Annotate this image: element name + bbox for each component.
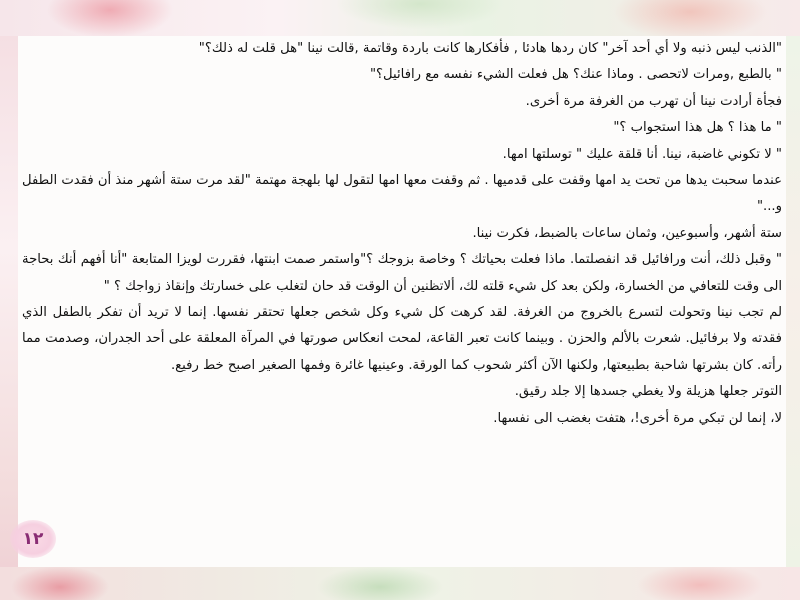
body-text [22, 36, 782, 567]
paragraph: التوتر جعلها هزيلة ولا يغطي جسدها إلا جلد رقيق. [514, 384, 782, 400]
paragraph: " وقبل ذلك، أنت ورافائيل قد انفصلتما. ماذا فعلت بحياتك ؟ وخاصة بزوجك ؟"واستمر صمت ابنتها، فقررت لويزا المتابعة "أنا أفهم أنك بحاجة الى وقت للتعافي من الخسارة، ولكن بعد كل شيء قلته لك، ألاتظنين أن الوقت قد حان لتغلب على خسارتك وإنقاذ زواجك ؟ " [22, 252, 782, 294]
paragraph: لا، إنما لن تبكي مرة أخرى!، هتفت بغضب الى نفسها. [493, 410, 782, 426]
paragraph: " بالطبع ,ومرات لاتحصى . وماذا عنك؟ هل فعلت الشيء نفسه مع رافائيل؟" [369, 67, 782, 83]
paragraph: " لا تكوني غاضبة، نينا. أنا قلقة عليك " توسلتها امها. [502, 146, 782, 162]
floral-border-right [786, 36, 800, 567]
floral-border-bottom [0, 567, 800, 600]
paragraph: لم تجب نينا وتحولت لتسرع بالخروج من الغرفة. لقد كرهت كل شيء وكل شخص جعلها تحتقر نفسها. إنما لا تريد أن تفكر بالطفل الذي فقدته ولا برفائيل. شعرت بالألم والحزن . وبينما كانت تعبر القاعة، لمحت انعكاس صورتها في المرآة المعلقة على أحد الجدران، وصدمت مما رأته. كان بشرتها شاحبة بطبيعتها, ولكنها الآن أكثر شحوب كما الورقة. وعينيها غائرة وفمها الصغير اصبح خط رفيع. [22, 305, 782, 373]
paragraph: " ما هذا ؟ هل هذا استجواب ؟" [613, 120, 782, 136]
paragraph: ستة أشهر، وأسبوعين، وثمان ساعات بالضبط، فكرت نينا. [472, 225, 782, 241]
floral-border-top [0, 0, 800, 36]
paragraph: فجأة أرادت نينا أن تهرب من الغرفة مرة أخرى. [525, 93, 782, 109]
floral-border-left [0, 36, 18, 567]
paragraph: عندما سحبت يدها من تحت يد امها وقفت على قدميها . ثم وقفت معها امها لتقول لها بلهجة مهتمة "لقد مرت ستة أشهر منذ أن فقدت الطفل و..." [22, 173, 782, 215]
paragraph: "الذنب ليس ذنبه ولا أي أحد آخر" كان ردها هادئا , فأفكارها كانت باردة وقاتمة ,قالت نينا "هل قلت له ذلك؟" [198, 41, 782, 56]
page-number: ١٢ [10, 520, 56, 558]
